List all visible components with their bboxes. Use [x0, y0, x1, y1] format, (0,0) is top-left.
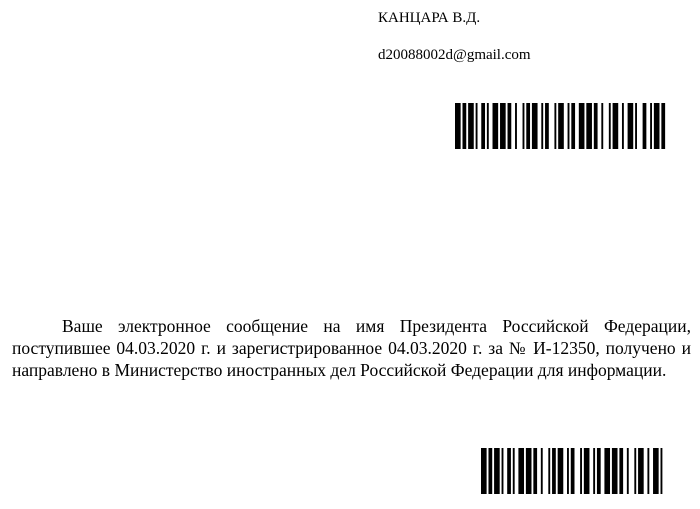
barcode-bar [571, 448, 575, 494]
barcode-bar [597, 448, 601, 494]
barcode-bar [628, 103, 634, 149]
barcode-bar [552, 448, 556, 494]
barcode-bar [647, 448, 649, 494]
barcode-bar [594, 103, 598, 149]
barcode-bar [634, 448, 636, 494]
barcode-bar [593, 448, 595, 494]
barcode-bar [507, 448, 511, 494]
barcode-bar [567, 448, 569, 494]
barcode-bar [622, 103, 624, 149]
barcode-bar [554, 103, 556, 149]
barcode-bar [468, 103, 474, 149]
barcode-bar [493, 103, 499, 149]
barcode-bar [558, 103, 564, 149]
barcode-bar [654, 103, 660, 149]
barcode-top [455, 103, 667, 149]
barcode-bar [481, 448, 487, 494]
recipient-email: d20088002d@gmail.com [378, 47, 531, 63]
barcode-bar [568, 103, 570, 149]
barcode-bar [643, 103, 647, 149]
barcode-bar [463, 103, 467, 149]
barcode-bar [613, 103, 619, 149]
barcode-bar [526, 103, 530, 149]
barcode-bar [515, 103, 517, 149]
barcode-bar [653, 448, 659, 494]
barcode-bar [541, 103, 543, 149]
barcode-bar [579, 103, 585, 149]
barcode-bar [586, 103, 592, 149]
barcode-bar [508, 103, 512, 149]
barcode-bar [533, 448, 537, 494]
barcode-bar [481, 103, 485, 149]
barcode-bar [661, 103, 665, 149]
barcode-bar [609, 103, 611, 149]
barcode-bar [500, 103, 506, 149]
barcode-bar [494, 448, 500, 494]
barcode-bar [635, 103, 637, 149]
barcode-bar [580, 448, 582, 494]
barcode-bar [661, 448, 663, 494]
barcode-bar [571, 103, 575, 149]
recipient-name: КАНЦАРА В.Д. [378, 10, 481, 26]
barcode-bar [604, 448, 610, 494]
barcode-bar [612, 448, 618, 494]
barcode-bar [455, 103, 461, 149]
barcode-bar [476, 103, 478, 149]
barcode-bar [513, 448, 515, 494]
barcode-bar [526, 448, 532, 494]
barcode-bar [558, 448, 564, 494]
barcode-bar [548, 448, 550, 494]
barcode-bar [650, 103, 652, 149]
barcode-bar [584, 448, 590, 494]
barcode-bar [488, 448, 492, 494]
barcode-bar [619, 448, 623, 494]
barcode-bar [541, 448, 543, 494]
barcode-bar [518, 448, 524, 494]
letter-body: Ваше электронное сообщение на имя Президента Российской Федерации, поступившее 04.03.2020 г. и зарегистрированное 04.03.2020 г. за № И-12350, получено и направлено в Министерство иностранных дел Российской Федерации для информации. [12, 316, 691, 380]
barcode-bar [523, 103, 525, 149]
barcode-bar [627, 448, 629, 494]
barcode-bar [487, 103, 489, 149]
barcode-bar [601, 103, 603, 149]
barcode-bottom [481, 448, 668, 494]
barcode-bar [502, 448, 504, 494]
barcode-bar [545, 103, 549, 149]
barcode-bar [638, 448, 644, 494]
barcode-bar [532, 103, 538, 149]
